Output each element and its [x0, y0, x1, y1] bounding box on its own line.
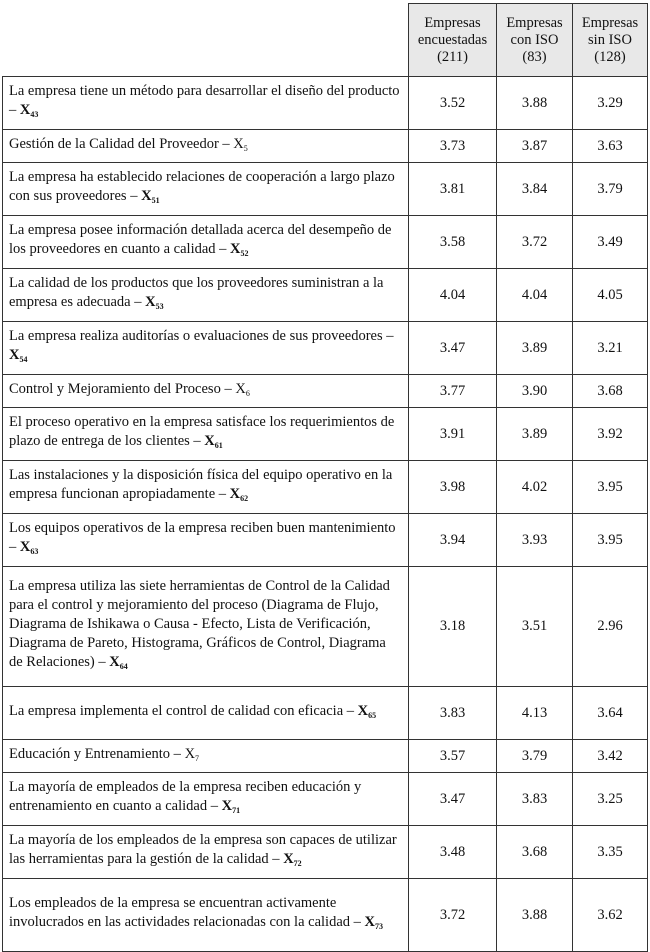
item-label: [3, 826, 409, 879]
table-row: [3, 130, 648, 163]
value-encuestadas: 3.47: [409, 322, 497, 375]
value-sin-iso: 3.64: [573, 687, 648, 740]
variable-letter: X: [184, 745, 196, 762]
item-label: [3, 879, 409, 952]
value-sin-iso: 3.95: [573, 461, 648, 514]
table-row: [3, 461, 648, 514]
variable-code: [235, 381, 249, 397]
header-empresas-sin-iso: Empresas sin ISO (128): [573, 4, 648, 77]
value-con-iso: 3.87: [497, 130, 573, 163]
variable-letter: X: [235, 380, 246, 397]
variable-letter: X: [229, 486, 241, 502]
item-label: [3, 77, 409, 130]
item-text: La mayoría de empleados de la empresa reciben educación y entrenamiento en cuanto a calidad –: [9, 779, 362, 814]
variable-code: [358, 703, 376, 719]
value-sin-iso: 3.29: [573, 77, 648, 130]
value-encuestadas: 3.77: [409, 375, 497, 408]
value-sin-iso: 3.95: [573, 514, 648, 567]
item-text: La calidad de los productos que los proveedores suministran a la empresa es adecuada –: [9, 275, 384, 310]
value-con-iso: 3.83: [497, 773, 573, 826]
table-row: [3, 514, 648, 567]
item-label: [3, 567, 409, 687]
item-label: [3, 163, 409, 216]
variable-code: [204, 433, 222, 449]
value-encuestadas: 3.57: [409, 740, 497, 773]
variable-letter: X: [204, 433, 215, 449]
variable-subscript: 65: [368, 710, 377, 720]
value-con-iso: 3.68: [497, 826, 573, 879]
header-empresas-con-iso: Empresas con ISO (83): [497, 4, 573, 77]
variable-letter: X: [233, 135, 244, 152]
value-encuestadas: 3.91: [409, 408, 497, 461]
table-row: [3, 879, 648, 952]
variable-code: [145, 294, 163, 310]
value-encuestadas: 3.48: [409, 826, 497, 879]
item-text: La empresa realiza auditorías o evaluaciones de sus proveedores –: [9, 328, 394, 344]
variable-letter: X: [283, 851, 294, 867]
table-row: [3, 567, 648, 687]
value-sin-iso: 3.21: [573, 322, 648, 375]
value-con-iso: 4.04: [497, 269, 573, 322]
value-con-iso: 4.13: [497, 687, 573, 740]
value-sin-iso: 4.05: [573, 269, 648, 322]
item-text: La empresa implementa el control de calidad con eficacia –: [9, 702, 358, 719]
table-row: [3, 375, 648, 408]
table-row: [3, 163, 648, 216]
item-text: Educación y Entrenamiento –: [9, 745, 185, 762]
value-sin-iso: 3.92: [573, 408, 648, 461]
item-text: Los empleados de la empresa se encuentran activamente involucrados en las actividades relacionadas con la calidad –: [9, 895, 365, 930]
value-sin-iso: 2.96: [573, 567, 648, 687]
table-row: [3, 269, 648, 322]
results-table: [2, 3, 648, 952]
value-con-iso: 4.02: [497, 461, 573, 514]
table-row: [3, 687, 648, 740]
variable-letter: X: [9, 347, 20, 363]
table-row: [3, 77, 648, 130]
variable-code: [365, 914, 383, 930]
variable-letter: X: [221, 798, 233, 814]
value-sin-iso: 3.42: [573, 740, 648, 773]
variable-code: [222, 798, 240, 814]
item-text: La mayoría de los empleados de la empresa son capaces de utilizar las herramientas para la gestión de la calidad –: [9, 832, 397, 867]
variable-code: [20, 102, 38, 118]
value-encuestadas: 3.72: [409, 879, 497, 952]
header-blank-cell: [3, 4, 409, 77]
variable-subscript: 7: [195, 753, 200, 763]
variable-subscript: 62: [240, 494, 249, 503]
item-label: [3, 408, 409, 461]
item-label: [3, 687, 409, 740]
value-encuestadas: 3.73: [409, 130, 497, 163]
variable-letter: X: [364, 914, 375, 930]
variable-letter: X: [141, 188, 152, 204]
variable-subscript: 5: [243, 143, 248, 153]
item-label: [3, 130, 409, 163]
variable-subscript: 71: [232, 806, 241, 815]
item-label: [3, 269, 409, 322]
value-con-iso: 3.84: [497, 163, 573, 216]
value-encuestadas: 3.98: [409, 461, 497, 514]
variable-code: [283, 851, 301, 867]
table-row: [3, 322, 648, 375]
value-sin-iso: 3.62: [573, 879, 648, 952]
variable-code: [233, 136, 247, 152]
value-encuestadas: 3.83: [409, 687, 497, 740]
table-row: [3, 740, 648, 773]
variable-code: [20, 539, 38, 555]
item-text: El proceso operativo en la empresa satisface los requerimientos de plazo de entrega de los clientes –: [9, 414, 395, 449]
value-encuestadas: 3.58: [409, 216, 497, 269]
item-text: La empresa tiene un método para desarrollar el diseño del producto –: [9, 83, 400, 118]
value-sin-iso: 3.79: [573, 163, 648, 216]
value-con-iso: 3.88: [497, 77, 573, 130]
variable-subscript: 6: [245, 388, 250, 398]
item-label: [3, 514, 409, 567]
item-text: Los equipos operativos de la empresa reciben buen mantenimiento –: [9, 520, 396, 555]
value-con-iso: 3.51: [497, 567, 573, 687]
variable-code: [9, 347, 27, 363]
value-sin-iso: 3.25: [573, 773, 648, 826]
variable-code: [185, 746, 199, 762]
value-con-iso: 3.89: [497, 408, 573, 461]
variable-letter: X: [109, 654, 120, 670]
item-label: [3, 461, 409, 514]
value-con-iso: 3.72: [497, 216, 573, 269]
item-text: La empresa ha establecido relaciones de cooperación a largo plazo con sus proveedores –: [9, 169, 395, 204]
value-encuestadas: 3.81: [409, 163, 497, 216]
value-con-iso: 3.79: [497, 740, 573, 773]
variable-subscript: 61: [214, 441, 223, 450]
table-row: [3, 773, 648, 826]
table-row: [3, 408, 648, 461]
value-encuestadas: 3.94: [409, 514, 497, 567]
variable-letter: X: [19, 102, 31, 118]
header-empresas-encuestadas: Empresas encuestadas (211): [409, 4, 497, 77]
item-text: Control y Mejoramiento del Proceso –: [9, 380, 236, 397]
variable-subscript: 72: [293, 859, 302, 868]
value-sin-iso: 3.49: [573, 216, 648, 269]
value-encuestadas: 3.52: [409, 77, 497, 130]
item-label: [3, 773, 409, 826]
table-body: [3, 77, 648, 952]
item-label: [3, 375, 409, 408]
item-label: [3, 322, 409, 375]
variable-subscript: 63: [30, 547, 39, 556]
variable-letter: X: [145, 294, 156, 310]
variable-subscript: 64: [119, 662, 128, 671]
value-con-iso: 3.93: [497, 514, 573, 567]
table-row: [3, 826, 648, 879]
item-text: La empresa utiliza las siete herramientas de Control de la Calidad para el control y mejoramiento del proceso (Diagrama de Flujo, Diagrama de Ishikawa o Causa - Efecto, Lista de Verificación, Diagrama de Pareto, Histograma, Gráficos de Control, Diagrama de Relaciones) –: [9, 578, 390, 670]
variable-subscript: 51: [151, 196, 160, 205]
value-sin-iso: 3.68: [573, 375, 648, 408]
variable-subscript: 43: [30, 110, 39, 119]
value-con-iso: 3.90: [497, 375, 573, 408]
variable-code: [141, 188, 159, 204]
item-text: Gestión de la Calidad del Proveedor –: [9, 135, 234, 152]
value-encuestadas: 3.47: [409, 773, 497, 826]
header-row: [3, 4, 648, 77]
item-label: [3, 216, 409, 269]
variable-letter: X: [357, 702, 369, 719]
item-text: La empresa posee información detallada acerca del desempeño de los proveedores en cuanto a calidad –: [9, 222, 392, 257]
value-encuestadas: 3.18: [409, 567, 497, 687]
value-encuestadas: 4.04: [409, 269, 497, 322]
variable-subscript: 53: [155, 302, 164, 311]
variable-subscript: 54: [19, 355, 28, 364]
item-label: [3, 740, 409, 773]
value-sin-iso: 3.35: [573, 826, 648, 879]
value-sin-iso: 3.63: [573, 130, 648, 163]
variable-letter: X: [230, 241, 241, 257]
variable-subscript: 73: [375, 922, 383, 931]
variable-letter: X: [19, 539, 31, 555]
value-con-iso: 3.89: [497, 322, 573, 375]
variable-code: [230, 241, 248, 257]
variable-code: [230, 486, 248, 502]
table-row: [3, 216, 648, 269]
value-con-iso: 3.88: [497, 879, 573, 952]
variable-subscript: 52: [240, 249, 249, 258]
item-text: Las instalaciones y la disposición física del equipo operativo en la empresa funcionan apropiadamente –: [9, 467, 393, 502]
variable-code: [109, 654, 127, 670]
